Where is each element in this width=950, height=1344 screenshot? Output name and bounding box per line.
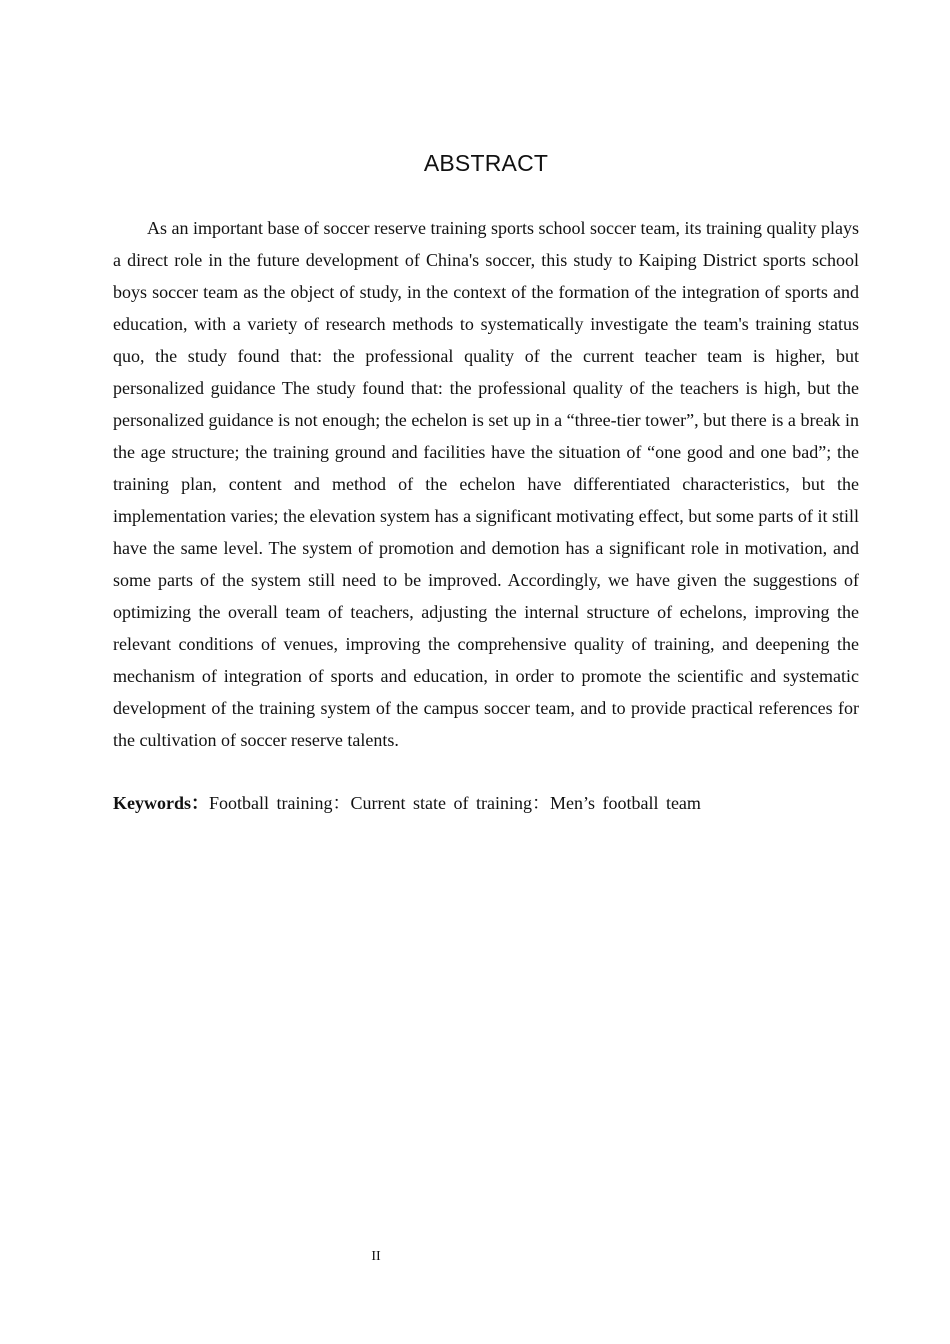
keyword-item: Current state of training： <box>350 793 550 813</box>
keyword-item: Football training： <box>209 793 351 813</box>
abstract-title: ABSTRACT <box>423 150 549 176</box>
keywords-label: Keywords： <box>113 793 209 813</box>
keyword-item: Men’s football team <box>549 793 701 813</box>
abstract-body: As an important base of soccer reserve training sports school soccer team, its training quality plays a direct role in the future development of China's soccer, this study to Kaiping District sports school boys soccer team as the object of study, in the context of the formation of the integration of sports and education, with a variety of research methods to systematically investigate the team's training status quo, the study found that: the professional quality of the current teacher team is higher, but personalized guidance The study found that: the professional quality of the teachers is high, but the personalized guidance is not enough; the echelon is set up in a “three-tier tower”, but there is a break in the age structure; the training ground and facilities have the situation of “one good and one bad”; the training plan, content and method of the echelon have differentiated characteristics, but the implementation varies; the elevation system has a significant motivating effect, but some parts of it still have the same level. The system of promotion and demotion has a significant role in motivation, and some parts of the system still need to be improved. Accordingly, we have given the suggestions of optimizing the overall team of teachers, adjusting the internal structure of echelons, improving the relevant conditions of venues, improving the comprehensive quality of training, and deepening the mechanism of integration of sports and education, in order to promote the scientific and systematic development of the training system of the campus soccer team, and to provide practical references for the cultivation of soccer reserve talents. <box>113 218 859 750</box>
page-number: II <box>371 1249 381 1264</box>
keywords-line <box>113 787 859 819</box>
